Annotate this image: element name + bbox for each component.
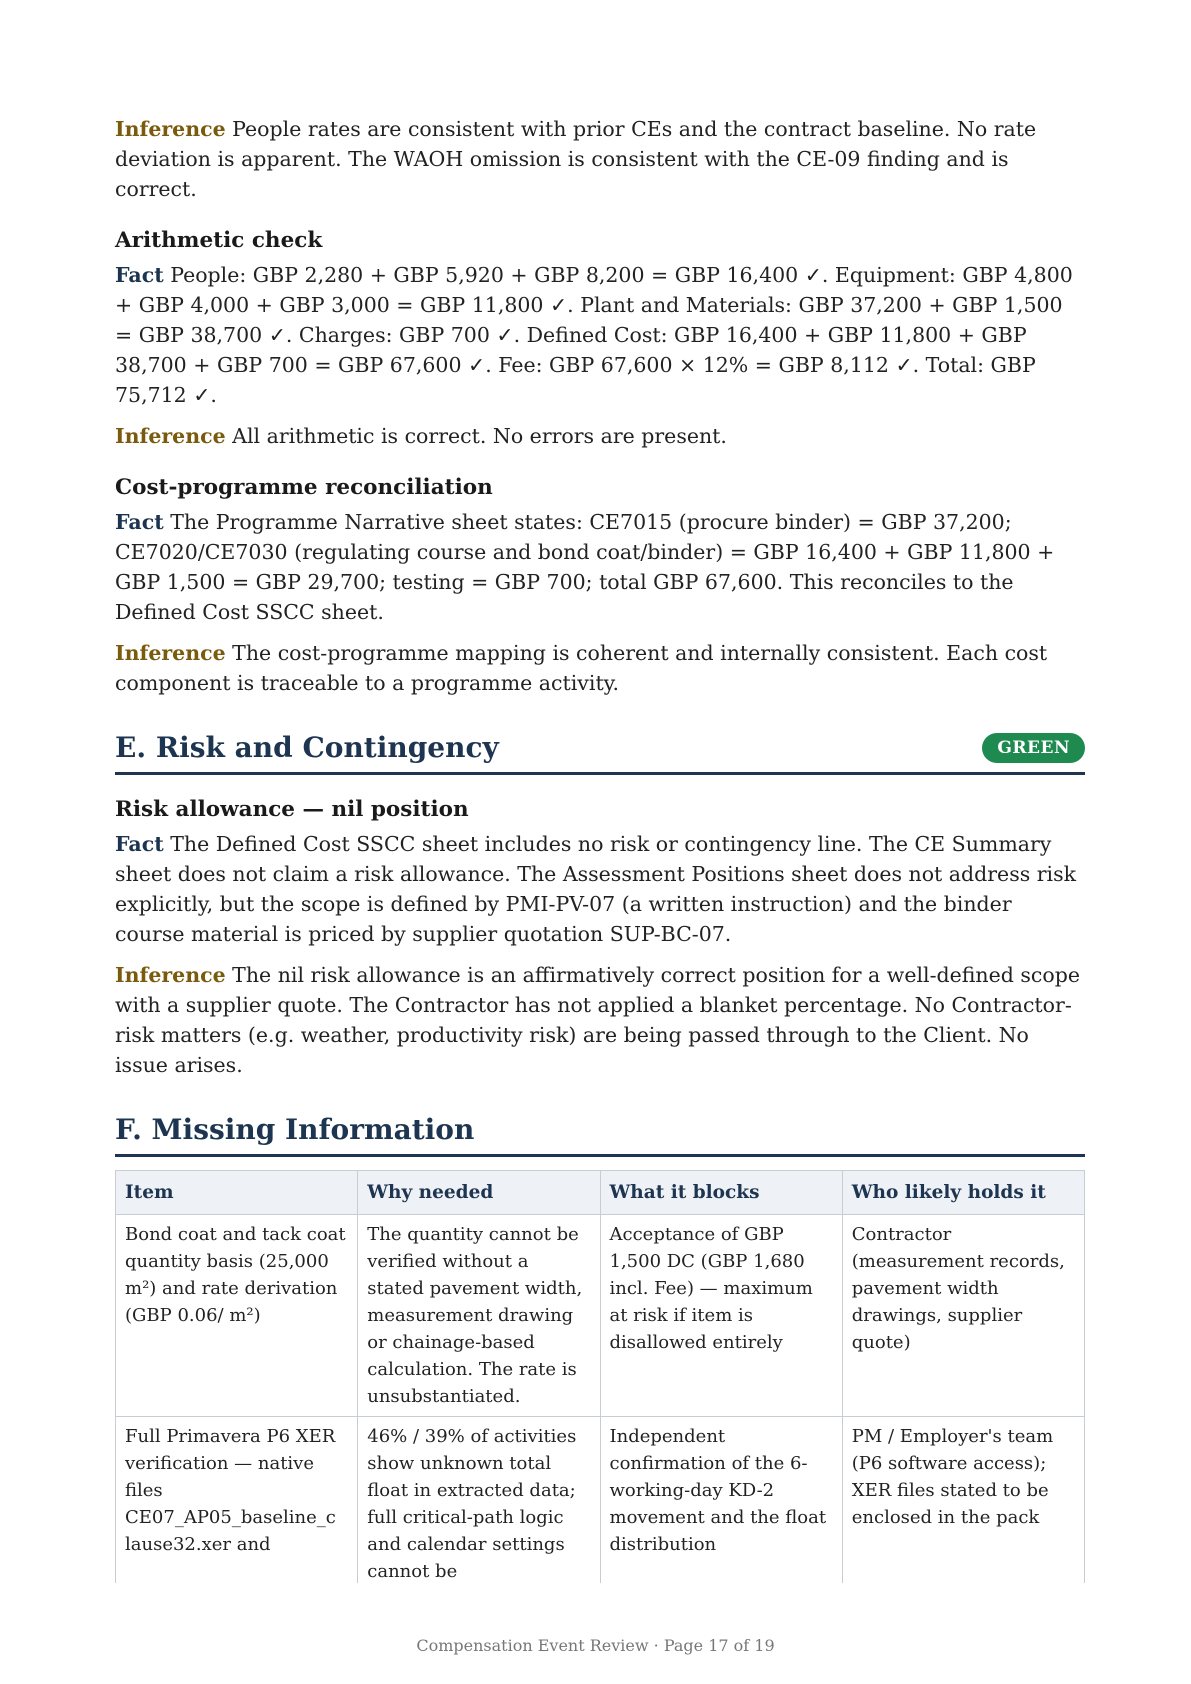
fact-label: Fact [115, 832, 164, 856]
inference-label: Inference [115, 424, 226, 448]
inference-text: People rates are consistent with prior CEs and the contract baseline. No rate deviation is apparent. The WAOH omission is consistent with the CE-09 finding and is correct. [115, 117, 1037, 201]
fact-paragraph [115, 829, 1085, 949]
column-header: What it blocks [600, 1171, 842, 1215]
page-footer: Compensation Event Review · Page 17 of 19 [416, 1636, 775, 1655]
missing-information-table [115, 1170, 1085, 1583]
column-header: Why needed [358, 1171, 600, 1215]
subheading-cost-programme-reconciliation: Cost-programme reconciliation [115, 475, 493, 500]
table-row [116, 1215, 1085, 1417]
table-row [116, 1417, 1085, 1584]
section-e-header [115, 730, 1085, 775]
section-title: F. Missing Information [115, 1113, 475, 1146]
fact-text: People: GBP 2,280 + GBP 5,920 + GBP 8,200 = GBP 16,400 ✓. Equipment: GBP 4,800 + GBP 4,000 + GBP 3,000 = GBP 11,800 ✓. Plant and Materials: GBP 37,200 + GBP 1,500 = GBP 38,700 ✓. Charges: GBP 700 ✓. Defined Cost: GBP 16,400 + GBP 11,800 + GBP 38,700 + GBP 700 = GBP 67,600 ✓. Fee: GBP 67,600 × 12% = GBP 8,112 ✓. Total: GBP 75,712 ✓. [115, 263, 1073, 407]
table-cell: Bond coat and tack coat quantity basis (25,000 m²) and rate derivation (GBP 0.06/ m²) [116, 1215, 358, 1417]
fact-text: The Programme Narrative sheet states: CE7015 (procure binder) = GBP 37,200; CE7020/CE7030 (regulating course and bond coat/binder) = GBP 16,400 + GBP 11,800 + GBP 1,500 = GBP 29,700; testing = GBP 700; total GBP 67,600. This reconciles to the Defined Cost SSCC sheet. [115, 510, 1055, 624]
inference-label: Inference [115, 641, 226, 665]
subheading-risk-allowance: Risk allowance — nil position [115, 797, 469, 822]
missing-information-table-wrapper [115, 1170, 1085, 1583]
fact-text: The Defined Cost SSCC sheet includes no risk or contingency line. The CE Summary sheet does not claim a risk allowance. The Assessment Positions sheet does not address risk explicitly, but the scope is defined by PMI-PV-07 (a written instruction) and the binder course material is priced by supplier quotation SUP-BC-07. [115, 832, 1077, 946]
inference-text: The nil risk allowance is an affirmatively correct position for a well-defined scope with a supplier quote. The Contractor has not applied a blanket percentage. No Contractor-risk matters (e.g. weather, productivity risk) are being passed through to the Client. No issue arises. [115, 963, 1081, 1077]
inference-text: All arithmetic is correct. No errors are present. [232, 424, 727, 448]
table-cell: Contractor (measurement records, pavement width drawings, supplier quote) [842, 1215, 1084, 1417]
section-title: E. Risk and Contingency [115, 731, 499, 764]
table-cell: Acceptance of GBP 1,500 DC (GBP 1,680 incl. Fee) — maximum at risk if item is disallowed entirely [600, 1215, 842, 1417]
table-header-row [116, 1171, 1085, 1215]
column-header: Item [116, 1171, 358, 1215]
table-cell: PM / Employer's team (P6 software access); XER files stated to be enclosed in the pack [842, 1417, 1084, 1584]
inference-label: Inference [115, 963, 226, 987]
table-cell: Independent confirmation of the 6-working-day KD-2 movement and the float distribution [600, 1417, 842, 1584]
fact-paragraph [115, 507, 1085, 627]
document-body [115, 114, 1085, 1583]
column-header: Who likely holds it [842, 1171, 1084, 1215]
inference-label: Inference [115, 117, 226, 141]
inference-text: The cost-programme mapping is coherent and internally consistent. Each cost component is traceable to a programme activity. [115, 641, 1048, 695]
table-cell: 46% / 39% of activities show unknown total float in extracted data; full critical-path logic and calendar settings cannot be [358, 1417, 600, 1584]
section-f-header [115, 1112, 1085, 1157]
fact-label: Fact [115, 263, 164, 287]
fact-label: Fact [115, 510, 164, 534]
inference-paragraph [115, 638, 1085, 698]
subheading-arithmetic-check: Arithmetic check [115, 228, 323, 253]
inference-paragraph [115, 421, 1085, 451]
inference-paragraph [115, 114, 1085, 204]
inference-paragraph [115, 960, 1085, 1080]
fact-paragraph [115, 260, 1085, 410]
status-badge: GREEN [982, 733, 1085, 763]
table-cell: Full Primavera P6 XER verification — native files CE07_AP05_baseline_c lause32.xer and [116, 1417, 358, 1584]
table-cell: The quantity cannot be verified without a stated pavement width, measurement drawing or chainage-based calculation. The rate is unsubstantiated. [358, 1215, 600, 1417]
